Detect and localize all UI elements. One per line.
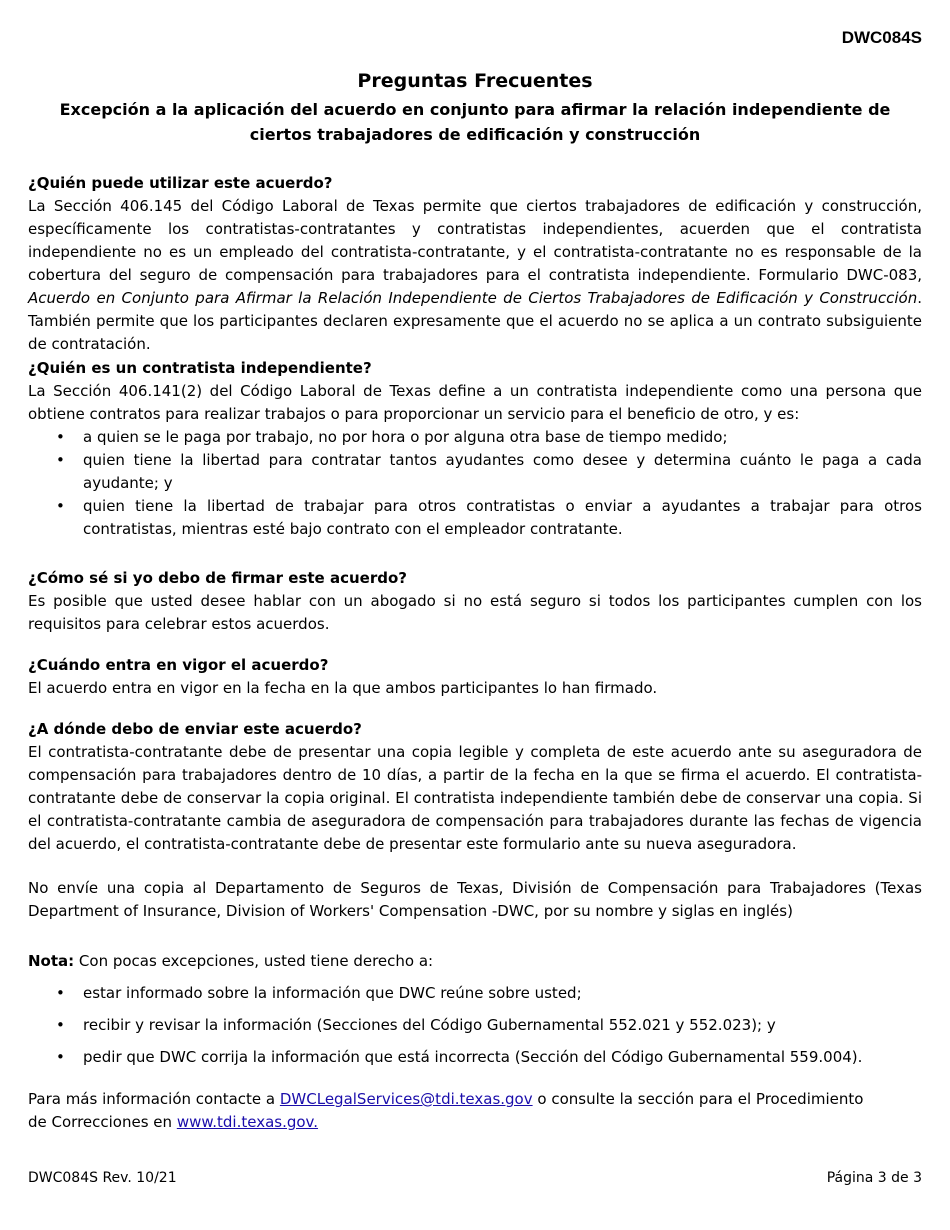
section-where-send (28, 718, 922, 856)
answer-who-can-use (28, 195, 922, 356)
list-item: • estar informado sobre la información que DWC reúne sobre usted; (83, 982, 922, 1005)
note-text: Con pocas excepciones, usted tiene derecho a: (74, 952, 434, 970)
contractor-criteria-list (28, 426, 922, 541)
list-item: • pedir que DWC corrija la información que está incorrecta (Sección del Código Gubernamental 559.004). (83, 1046, 922, 1069)
answer-effective: El acuerdo entra en vigor en la fecha en la que ambos participantes lo han firmado. (28, 679, 658, 697)
question-effective: ¿Cuándo entra en vigor el acuerdo? (28, 656, 329, 674)
no-send-notice: No envíe una copia al Departamento de Seguros de Texas, División de Compensación para Trabajadores (Texas Department of Insurance, Division of Workers' Compensation -DWC, por su nombre y siglas en inglés) (28, 879, 922, 920)
question-who-can-use: ¿Quién puede utilizar este acuerdo? (28, 174, 333, 192)
page-subtitle: Excepción a la aplicación del acuerdo en conjunto para afirmar la relación independiente de ciertos trabajadores de edificación y construcción (59, 100, 891, 144)
email-link[interactable]: DWCLegalServices@tdi.texas.gov (279, 1090, 533, 1108)
section-who-can-use (28, 172, 922, 356)
section-no-send (28, 877, 922, 923)
footer-form-revision: DWC084S Rev. 10/21 (28, 1170, 177, 1186)
contact-line-1 (28, 1088, 922, 1111)
contact-line-2 (28, 1111, 922, 1134)
rights-list (28, 982, 922, 1069)
footer-page-number: Página 3 de 3 (826, 1170, 922, 1186)
website-link[interactable]: www.tdi.texas.gov. (176, 1113, 319, 1131)
section-note (28, 950, 922, 1078)
note-intro (28, 950, 922, 973)
form-title-italic: Acuerdo en Conjunto para Afirmar la Relación Independiente de Ciertos Trabajadores de Edificación y Construcción (28, 289, 918, 307)
answer-should-sign: Es posible que usted desee hablar con un abogado si no está seguro si todos los participantes cumplen con los requisitos para celebrar estos acuerdos. (28, 592, 922, 633)
question-where-send: ¿A dónde debo de enviar este acuerdo? (28, 720, 362, 738)
list-item: • a quien se le paga por trabajo, no por hora o por alguna otra base de tiempo medido; (83, 426, 922, 449)
question-independent-contractor: ¿Quién es un contratista independiente? (28, 359, 372, 377)
note-label: Nota: (28, 952, 75, 970)
list-item: • quien tiene la libertad de trabajar para otros contratistas o enviar a ayudantes a trabajar para otros contratistas, mientras esté bajo contrato con el empleador contratante. (83, 495, 922, 541)
section-independent-contractor (28, 357, 922, 541)
section-should-sign (28, 567, 922, 636)
answer-independent-contractor: La Sección 406.141(2) del Código Laboral de Texas define a un contratista independiente como una persona que obtiene contratos para realizar trabajos o para proporcionar un servicio para el beneficio de otro, y es: (28, 382, 922, 423)
contact-text: de Correcciones en (28, 1113, 177, 1131)
contact-text: Para más información contacte a (28, 1090, 280, 1108)
answer-text-part: La Sección 406.145 del Código Laboral de Texas permite que ciertos trabajadores de edificación y construcción, específicamente los contratistas-contratantes y contratistas independientes, acuerden que el contratista independiente no es un empleado del contratista-contratante, y el contratista-contratante no es responsable de la cobertura del seguro de compensación para trabajadores para el contratista independiente. Formulario DWC-083, (28, 197, 922, 284)
section-contact (28, 1088, 922, 1134)
question-should-sign: ¿Cómo sé si yo debo de firmar este acuerdo? (28, 569, 407, 587)
list-item: • quien tiene la libertad para contratar tantos ayudantes como desee y determina cuánto le paga a cada ayudante; y (83, 449, 922, 495)
answer-where-send: El contratista-contratante debe de presentar una copia legible y completa de este acuerdo ante su aseguradora de compensación para trabajadores dentro de 10 días, a partir de la fecha en la que se firma el acuerdo. El contratista-contratante debe de conservar la copia original. El contratista independiente también debe de conservar una copia. Si el contratista-contratante cambia de aseguradora de compensación para trabajadores durante las fechas de vigencia del acuerdo, el contratista-contratante debe de presentar este formulario ante su nueva aseguradora. (28, 743, 922, 853)
section-effective (28, 654, 922, 700)
contact-text: o consulte la sección para el Procedimiento (532, 1090, 864, 1108)
answer-text-part: . También permite que los participantes declaren expresamente que el acuerdo no se aplica a un contrato subsiguiente de contratación. (28, 289, 922, 353)
page-title: Preguntas Frecuentes (357, 70, 593, 92)
form-id: DWC084S (841, 28, 922, 47)
list-item: • recibir y revisar la información (Secciones del Código Gubernamental 552.021 y 552.023); y (83, 1014, 922, 1037)
